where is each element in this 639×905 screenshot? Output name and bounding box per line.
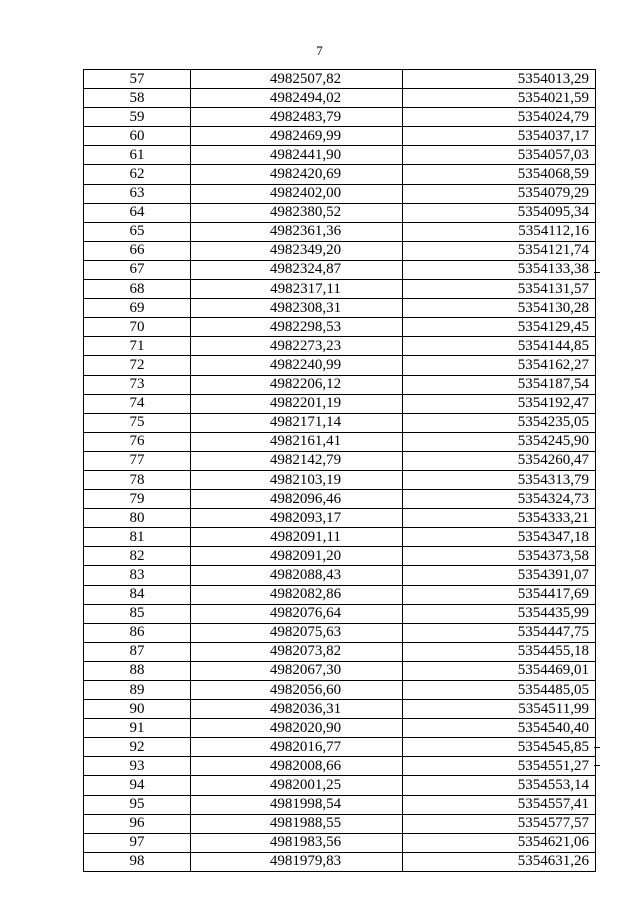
y-coordinate-cell: 5354095,34 (403, 203, 596, 222)
y-coordinate-cell: 5354131,57 (403, 280, 596, 299)
x-coordinate-cell: 4982298,53 (191, 318, 403, 337)
y-coordinate-cell: 5354112,16 (403, 222, 596, 241)
x-coordinate-cell: 4982036,31 (191, 700, 403, 719)
x-coordinate-cell: 4982093,17 (191, 509, 403, 528)
point-number-cell: 76 (84, 432, 191, 451)
table-row (84, 470, 596, 489)
table-row (84, 318, 596, 337)
y-coordinate-cell: 5354079,29 (403, 184, 596, 203)
point-number-cell: 88 (84, 661, 191, 680)
point-number-cell: 90 (84, 700, 191, 719)
table-row (84, 260, 596, 279)
table-row (84, 165, 596, 184)
table-row (84, 299, 596, 318)
point-number-cell: 80 (84, 509, 191, 528)
point-number-cell: 61 (84, 146, 191, 165)
y-coordinate-cell: 5354631,26 (403, 852, 596, 871)
table-row (84, 623, 596, 642)
table-row (84, 719, 596, 738)
x-coordinate-cell: 4982201,19 (191, 394, 403, 413)
x-coordinate-cell: 4982361,36 (191, 222, 403, 241)
table-row (84, 528, 596, 547)
table-row (84, 642, 596, 661)
y-coordinate-cell: 5354024,79 (403, 108, 596, 127)
x-coordinate-cell: 4982091,11 (191, 528, 403, 547)
point-number-cell: 85 (84, 604, 191, 623)
table-row (84, 509, 596, 528)
point-number-cell: 69 (84, 299, 191, 318)
x-coordinate-cell: 4982171,14 (191, 413, 403, 432)
table-row (84, 738, 596, 757)
y-coordinate-cell: 5354121,74 (403, 241, 596, 260)
table-row (84, 661, 596, 680)
y-coordinate-cell: 5354435,99 (403, 604, 596, 623)
point-number-cell: 75 (84, 413, 191, 432)
point-number-cell: 87 (84, 642, 191, 661)
table-row (84, 776, 596, 795)
table-row (84, 547, 596, 566)
x-coordinate-cell: 4982001,25 (191, 776, 403, 795)
y-coordinate-cell: 5354260,47 (403, 451, 596, 470)
point-number-cell: 68 (84, 280, 191, 299)
x-coordinate-cell: 4982402,00 (191, 184, 403, 203)
x-coordinate-cell: 4982082,86 (191, 585, 403, 604)
x-coordinate-cell: 4982483,79 (191, 108, 403, 127)
y-coordinate-cell: 5354621,06 (403, 833, 596, 852)
y-coordinate-cell: 5354333,21 (403, 509, 596, 528)
table-row (84, 356, 596, 375)
x-coordinate-cell: 4982469,99 (191, 127, 403, 146)
table-row (84, 394, 596, 413)
x-coordinate-cell: 4982240,99 (191, 356, 403, 375)
point-number-cell: 84 (84, 585, 191, 604)
point-number-cell: 70 (84, 318, 191, 337)
point-number-cell: 74 (84, 394, 191, 413)
y-coordinate-cell: 5354245,90 (403, 432, 596, 451)
point-number-cell: 91 (84, 719, 191, 738)
x-coordinate-cell: 4981979,83 (191, 852, 403, 871)
table-row (84, 833, 596, 852)
table-row (84, 795, 596, 814)
x-coordinate-cell: 4982067,30 (191, 661, 403, 680)
point-number-cell: 63 (84, 184, 191, 203)
x-coordinate-cell: 4982008,66 (191, 757, 403, 776)
y-coordinate-cell: 5354129,45 (403, 318, 596, 337)
x-coordinate-cell: 4981998,54 (191, 795, 403, 814)
margin-tick-mark (594, 747, 600, 748)
y-coordinate-cell: 5354540,40 (403, 719, 596, 738)
y-coordinate-cell: 5354447,75 (403, 623, 596, 642)
table-row (84, 490, 596, 509)
y-coordinate-cell: 5354553,14 (403, 776, 596, 795)
table-row (84, 681, 596, 700)
table-row (84, 280, 596, 299)
y-coordinate-cell: 5354187,54 (403, 375, 596, 394)
table-row (84, 222, 596, 241)
table-row (84, 604, 596, 623)
point-number-cell: 86 (84, 623, 191, 642)
table-row (84, 700, 596, 719)
margin-tick-mark (594, 765, 600, 766)
x-coordinate-cell: 4982096,46 (191, 490, 403, 509)
x-coordinate-cell: 4982020,90 (191, 719, 403, 738)
point-number-cell: 64 (84, 203, 191, 222)
table-row (84, 241, 596, 260)
point-number-cell: 66 (84, 241, 191, 260)
x-coordinate-cell: 4982507,82 (191, 70, 403, 89)
table-row (84, 432, 596, 451)
point-number-cell: 96 (84, 814, 191, 833)
table-row (84, 203, 596, 222)
x-coordinate-cell: 4982076,64 (191, 604, 403, 623)
table-row (84, 451, 596, 470)
x-coordinate-cell: 4982380,52 (191, 203, 403, 222)
x-coordinate-cell: 4982016,77 (191, 738, 403, 757)
y-coordinate-cell: 5354057,03 (403, 146, 596, 165)
x-coordinate-cell: 4981988,55 (191, 814, 403, 833)
point-number-cell: 72 (84, 356, 191, 375)
table-row (84, 108, 596, 127)
point-number-cell: 78 (84, 470, 191, 489)
table-row (84, 89, 596, 108)
table-row (84, 852, 596, 871)
y-coordinate-cell: 5354511,99 (403, 700, 596, 719)
point-number-cell: 81 (84, 528, 191, 547)
y-coordinate-cell: 5354347,18 (403, 528, 596, 547)
y-coordinate-cell: 5354162,27 (403, 356, 596, 375)
point-number-cell: 62 (84, 165, 191, 184)
y-coordinate-cell: 5354545,85 (403, 738, 596, 757)
y-coordinate-cell: 5354324,73 (403, 490, 596, 509)
x-coordinate-cell: 4982494,02 (191, 89, 403, 108)
table-row (84, 146, 596, 165)
point-number-cell: 57 (84, 70, 191, 89)
point-number-cell: 98 (84, 852, 191, 871)
y-coordinate-cell: 5354455,18 (403, 642, 596, 661)
x-coordinate-cell: 4982349,20 (191, 241, 403, 260)
x-coordinate-cell: 4982103,19 (191, 470, 403, 489)
table-row (84, 337, 596, 356)
x-coordinate-cell: 4982088,43 (191, 566, 403, 585)
point-number-cell: 83 (84, 566, 191, 585)
y-coordinate-cell: 5354469,01 (403, 661, 596, 680)
x-coordinate-cell: 4982420,69 (191, 165, 403, 184)
coordinates-table-body (84, 70, 596, 872)
y-coordinate-cell: 5354391,07 (403, 566, 596, 585)
y-coordinate-cell: 5354192,47 (403, 394, 596, 413)
x-coordinate-cell: 4982317,11 (191, 280, 403, 299)
y-coordinate-cell: 5354235,05 (403, 413, 596, 432)
table-row (84, 375, 596, 394)
point-number-cell: 92 (84, 738, 191, 757)
x-coordinate-cell: 4982273,23 (191, 337, 403, 356)
y-coordinate-cell: 5354037,17 (403, 127, 596, 146)
table-row (84, 757, 596, 776)
x-coordinate-cell: 4982206,12 (191, 375, 403, 394)
point-number-cell: 60 (84, 127, 191, 146)
table-row (84, 413, 596, 432)
point-number-cell: 93 (84, 757, 191, 776)
y-coordinate-cell: 5354577,57 (403, 814, 596, 833)
x-coordinate-cell: 4982075,63 (191, 623, 403, 642)
y-coordinate-cell: 5354133,38 (403, 260, 596, 279)
x-coordinate-cell: 4982324,87 (191, 260, 403, 279)
point-number-cell: 94 (84, 776, 191, 795)
point-number-cell: 71 (84, 337, 191, 356)
x-coordinate-cell: 4982091,20 (191, 547, 403, 566)
point-number-cell: 97 (84, 833, 191, 852)
page-number: 7 (316, 43, 323, 58)
point-number-cell: 89 (84, 681, 191, 700)
table-row (84, 127, 596, 146)
coordinates-table (83, 69, 596, 872)
y-coordinate-cell: 5354013,29 (403, 70, 596, 89)
point-number-cell: 77 (84, 451, 191, 470)
point-number-cell: 58 (84, 89, 191, 108)
y-coordinate-cell: 5354417,69 (403, 585, 596, 604)
y-coordinate-cell: 5354144,85 (403, 337, 596, 356)
x-coordinate-cell: 4982441,90 (191, 146, 403, 165)
y-coordinate-cell: 5354313,79 (403, 470, 596, 489)
y-coordinate-cell: 5354485,05 (403, 681, 596, 700)
table-row (84, 566, 596, 585)
point-number-cell: 59 (84, 108, 191, 127)
y-coordinate-cell: 5354130,28 (403, 299, 596, 318)
y-coordinate-cell: 5354557,41 (403, 795, 596, 814)
x-coordinate-cell: 4982308,31 (191, 299, 403, 318)
point-number-cell: 73 (84, 375, 191, 394)
point-number-cell: 82 (84, 547, 191, 566)
y-coordinate-cell: 5354373,58 (403, 547, 596, 566)
y-coordinate-cell: 5354068,59 (403, 165, 596, 184)
x-coordinate-cell: 4982073,82 (191, 642, 403, 661)
x-coordinate-cell: 4982161,41 (191, 432, 403, 451)
y-coordinate-cell: 5354021,59 (403, 89, 596, 108)
table-row (84, 184, 596, 203)
point-number-cell: 95 (84, 795, 191, 814)
table-row (84, 585, 596, 604)
point-number-cell: 79 (84, 490, 191, 509)
x-coordinate-cell: 4982056,60 (191, 681, 403, 700)
table-row (84, 70, 596, 89)
x-coordinate-cell: 4981983,56 (191, 833, 403, 852)
table-row (84, 814, 596, 833)
y-coordinate-cell: 5354551,27 (403, 757, 596, 776)
x-coordinate-cell: 4982142,79 (191, 451, 403, 470)
point-number-cell: 67 (84, 260, 191, 279)
point-number-cell: 65 (84, 222, 191, 241)
margin-tick-mark (594, 272, 600, 273)
